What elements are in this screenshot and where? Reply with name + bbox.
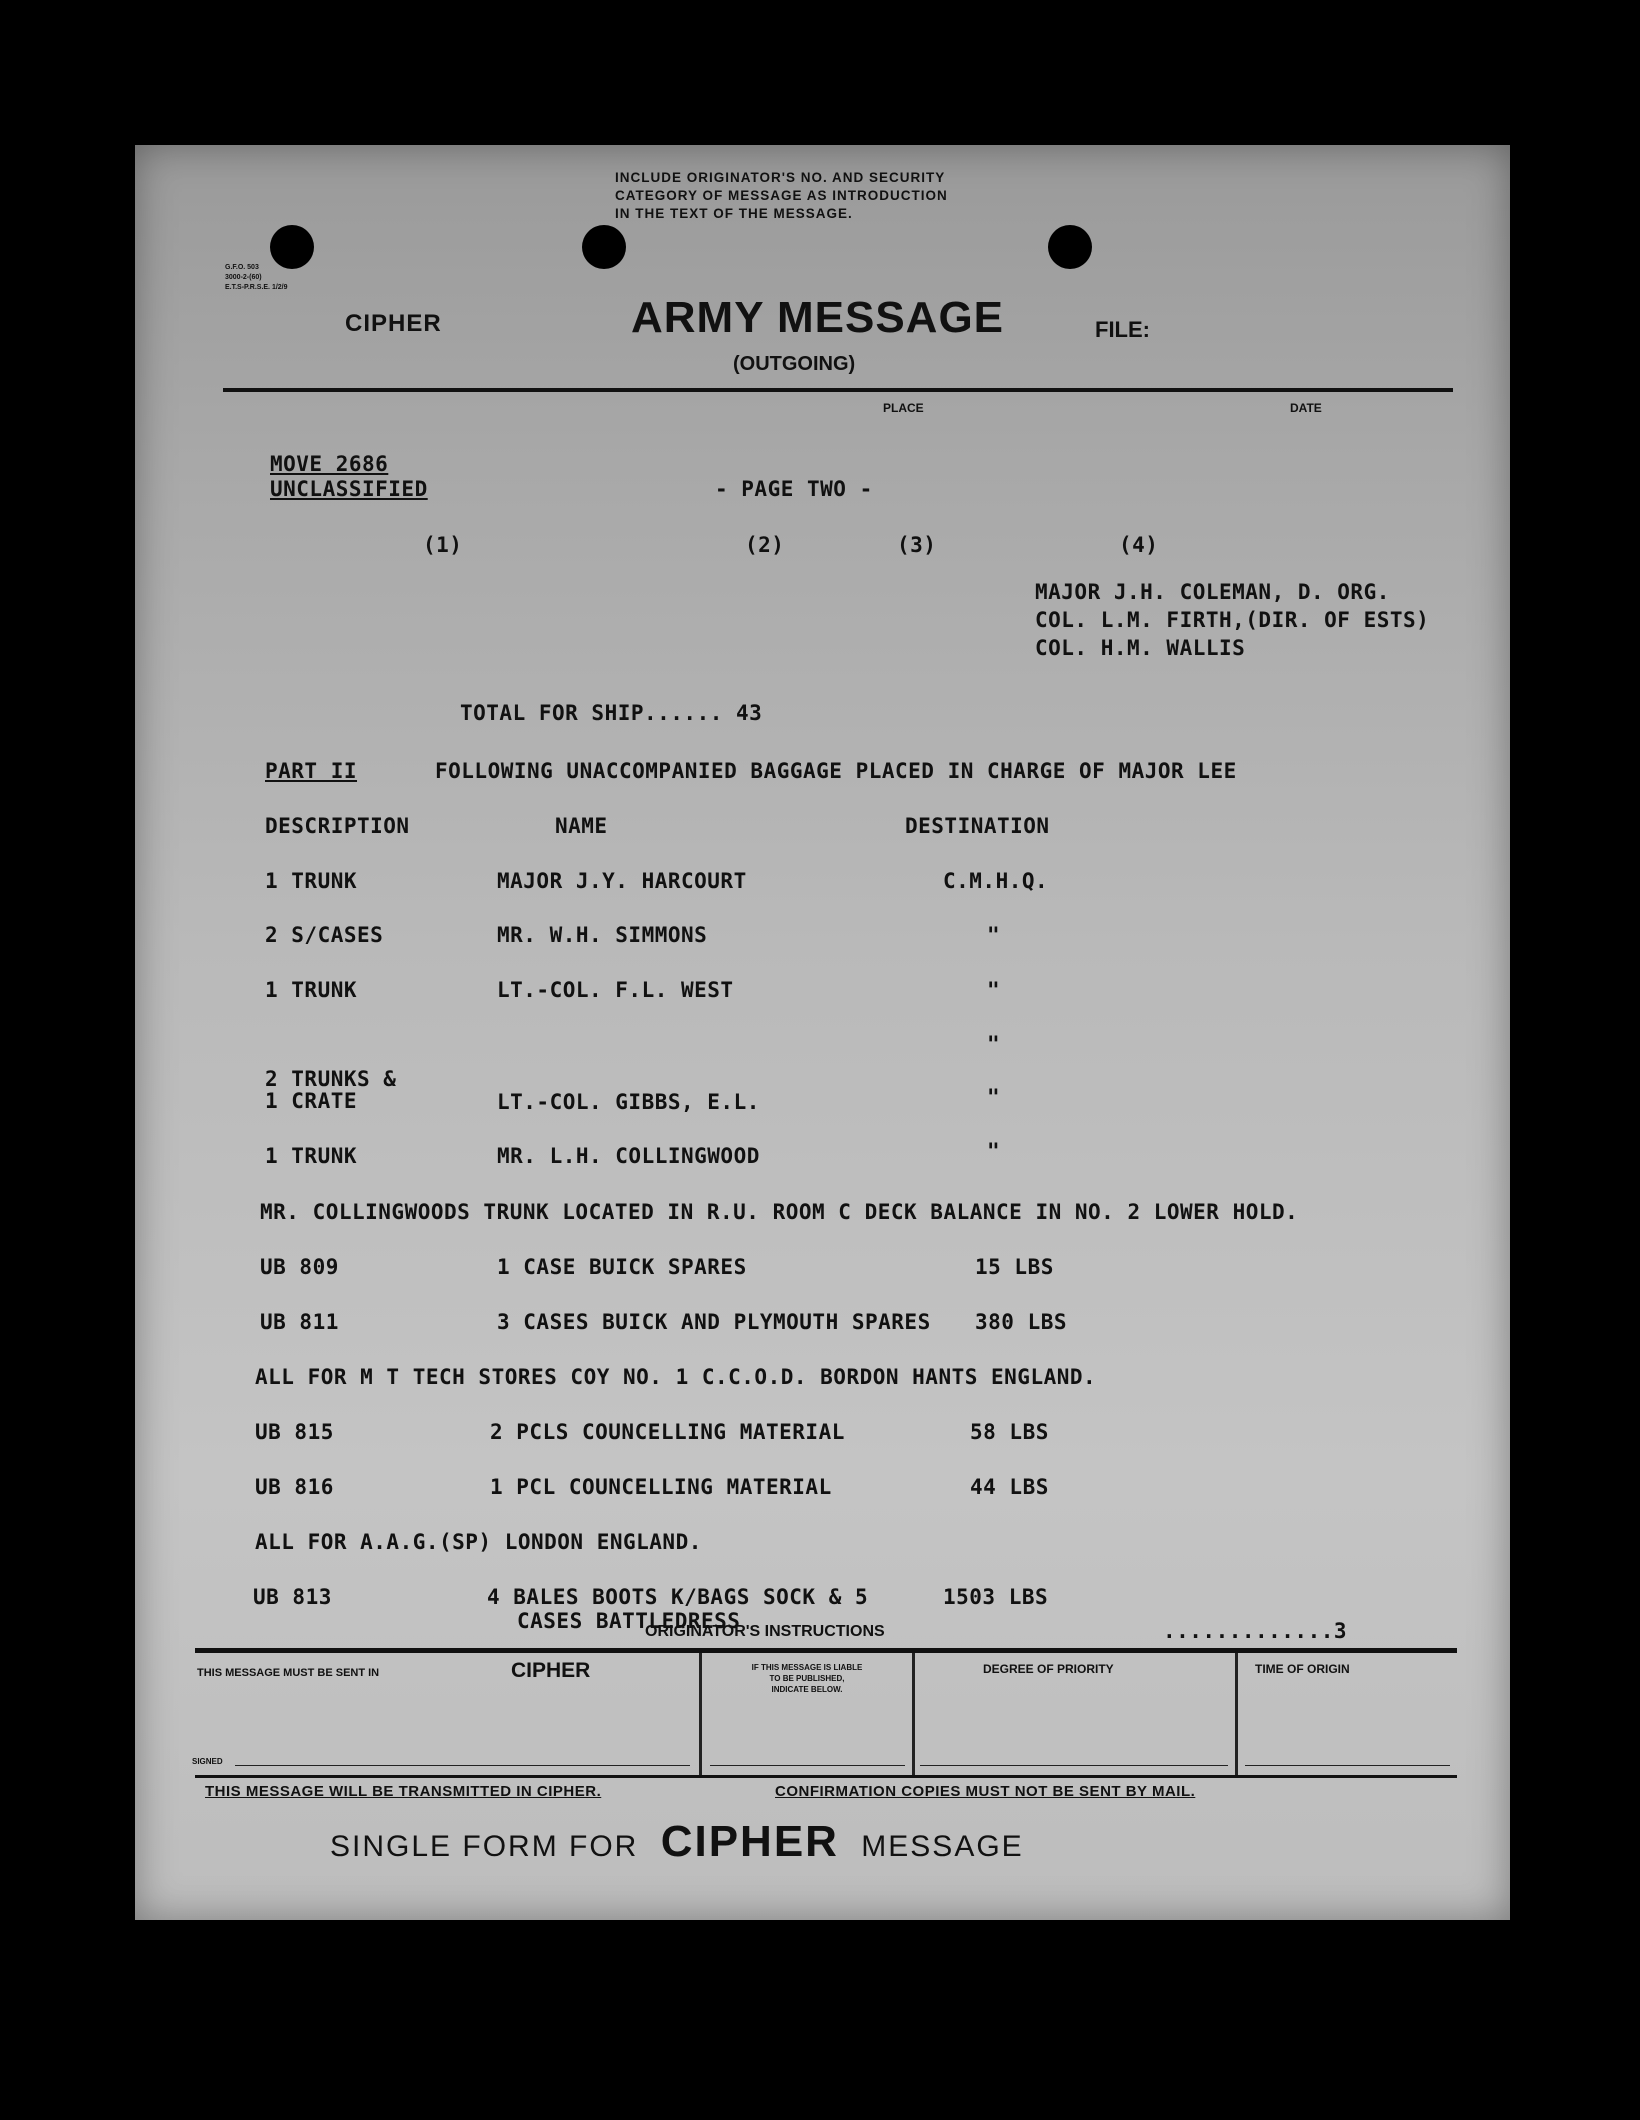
ub-description-line: 4 BALES BOOTS K/BAGS SOCK & 5 (487, 1585, 869, 1609)
form-code: 3000-2-(60) (225, 274, 262, 281)
publication-line: INDICATE BELOW. (771, 1685, 843, 1694)
ub-number: UB 813 (253, 1585, 332, 1609)
ub-weight: 44 LBS (970, 1475, 1049, 1499)
transmitted-notice: THIS MESSAGE WILL BE TRANSMITTED IN CIPHER. (205, 1783, 602, 1800)
form-code: E.T.S-P.R.S.E. 1/2/9 (225, 284, 288, 291)
publication-notice (713, 1662, 901, 1695)
form-title-part: SINGLE FORM FOR (330, 1830, 639, 1863)
time-of-origin-label: TIME OF ORIGIN (1255, 1662, 1350, 1676)
delivery-note: ALL FOR A.A.G.(SP) LONDON ENGLAND. (255, 1530, 702, 1554)
addressee-list (1035, 578, 1429, 662)
footer-divider (912, 1653, 915, 1775)
priority-label: DEGREE OF PRIORITY (983, 1662, 1114, 1676)
ub-description-line: CASES BATTLEDRESS (517, 1609, 741, 1633)
originators-instructions: ORIGINATOR'S INSTRUCTIONS (645, 1623, 885, 1640)
ub-number: UB 816 (255, 1475, 334, 1499)
punch-hole (582, 225, 626, 269)
message-ref: MOVE 2686 (270, 452, 389, 476)
column-2: (2) (745, 533, 785, 557)
baggage-desc: 1 TRUNK (265, 978, 358, 1002)
baggage-desc (265, 1068, 396, 1112)
form-code: G.F.O. 503 (225, 264, 259, 271)
baggage-name: MAJOR J.Y. HARCOURT (497, 869, 747, 893)
date-label: DATE (1290, 401, 1322, 415)
delivery-note: ALL FOR M T TECH STORES COY NO. 1 C.C.O.D. BORDON HANTS ENGLAND. (255, 1365, 1097, 1389)
column-3: (3) (897, 533, 937, 557)
header-description: DESCRIPTION (265, 814, 410, 838)
confirmation-notice: CONFIRMATION COPIES MUST NOT BE SENT BY MAIL. (775, 1783, 1196, 1800)
priority-field (920, 1765, 1228, 1766)
column-1: (1) (423, 533, 463, 557)
footer-divider (699, 1653, 702, 1775)
total-for-ship: TOTAL FOR SHIP...... 43 (460, 701, 763, 725)
header-rule (223, 388, 1453, 392)
baggage-dest: " (987, 1139, 1001, 1163)
footer-bottom-rule (195, 1775, 1457, 1778)
form-title-part: MESSAGE (861, 1830, 1024, 1863)
form-subtitle: (OUTGOING) (733, 353, 856, 375)
collingwood-note: MR. COLLINGWOODS TRUNK LOCATED IN R.U. ROOM C DECK BALANCE IN NO. 2 LOWER HOLD. (260, 1200, 1299, 1224)
classification: UNCLASSIFIED (270, 477, 428, 501)
baggage-dest: " (987, 978, 1001, 1002)
baggage-name: MR. W.H. SIMMONS (497, 923, 708, 947)
baggage-desc: 1 TRUNK (265, 1144, 358, 1168)
baggage-name: LT.-COL. F.L. WEST (497, 978, 734, 1002)
ub-weight: 58 LBS (970, 1420, 1049, 1444)
baggage-dest: C.M.H.Q. (943, 869, 1049, 893)
ub-number: UB 809 (260, 1255, 339, 1279)
form-title-cipher: CIPHER (660, 1817, 839, 1866)
baggage-desc-line: 1 CRATE (265, 1089, 358, 1113)
ub-number: UB 815 (255, 1420, 334, 1444)
form-title: ARMY MESSAGE (631, 293, 1005, 342)
baggage-name: LT.-COL. GIBBS, E.L. (497, 1090, 760, 1114)
header-name: NAME (555, 814, 608, 838)
cipher-word: CIPHER (511, 1659, 591, 1682)
baggage-dest: " (987, 1032, 1001, 1056)
ub-description: 2 PCLS COUNCELLING MATERIAL (490, 1420, 845, 1444)
signature-line (235, 1765, 690, 1766)
time-field (1245, 1765, 1450, 1766)
part-label: PART II (265, 759, 358, 783)
ub-number: UB 811 (260, 1310, 339, 1334)
cipher-label: CIPHER (345, 310, 442, 337)
file-label: FILE: (1095, 317, 1150, 342)
instruction-line: IN THE TEXT OF THE MESSAGE. (615, 206, 853, 221)
ub-description: 1 PCL COUNCELLING MATERIAL (490, 1475, 832, 1499)
form-codes (225, 263, 288, 293)
footer-top-rule (195, 1648, 1457, 1653)
baggage-name: MR. L.H. COLLINGWOOD (497, 1144, 760, 1168)
ub-weight: 1503 LBS (943, 1585, 1049, 1609)
place-label: PLACE (883, 401, 924, 415)
addressee: COL. H.M. WALLIS (1035, 636, 1246, 660)
baggage-dest: " (987, 923, 1001, 947)
instruction-line: INCLUDE ORIGINATOR'S NO. AND SECURITY (615, 170, 946, 185)
message-form-sheet (135, 145, 1510, 1920)
must-be-sent-label: THIS MESSAGE MUST BE SENT IN (197, 1667, 380, 1679)
single-form-title (330, 1817, 1024, 1867)
baggage-desc-line: 2 TRUNKS & (265, 1067, 397, 1091)
addressee: COL. L.M. FIRTH,(DIR. OF ESTS) (1035, 608, 1430, 632)
baggage-desc: 2 S/CASES (265, 923, 384, 947)
addressee: MAJOR J.H. COLEMAN, D. ORG. (1035, 580, 1390, 604)
ub-description: 3 CASES BUICK AND PLYMOUTH SPARES (497, 1310, 931, 1334)
footer-divider (1235, 1653, 1238, 1775)
instruction-line: CATEGORY OF MESSAGE AS INTRODUCTION (615, 188, 948, 203)
publication-line: TO BE PUBLISHED, (769, 1674, 845, 1683)
baggage-desc: 1 TRUNK (265, 869, 358, 893)
header-destination: DESTINATION (905, 814, 1050, 838)
punch-hole (1048, 225, 1092, 269)
column-4: (4) (1119, 533, 1159, 557)
part-text: FOLLOWING UNACCOMPANIED BAGGAGE PLACED IN CHARGE OF MAJOR LEE (435, 759, 1237, 783)
continuation-marker: .............3 (1163, 1619, 1348, 1643)
page-label: - PAGE TWO - (715, 477, 873, 501)
header-instructions (615, 169, 948, 223)
ub-weight: 15 LBS (975, 1255, 1054, 1279)
ub-weight: 380 LBS (975, 1310, 1068, 1334)
publication-line: IF THIS MESSAGE IS LIABLE (751, 1663, 863, 1672)
signed-label: SIGNED (192, 1757, 223, 1766)
publication-line-rule (710, 1765, 905, 1766)
ub-description: 1 CASE BUICK SPARES (497, 1255, 747, 1279)
baggage-dest: " (987, 1085, 1001, 1109)
